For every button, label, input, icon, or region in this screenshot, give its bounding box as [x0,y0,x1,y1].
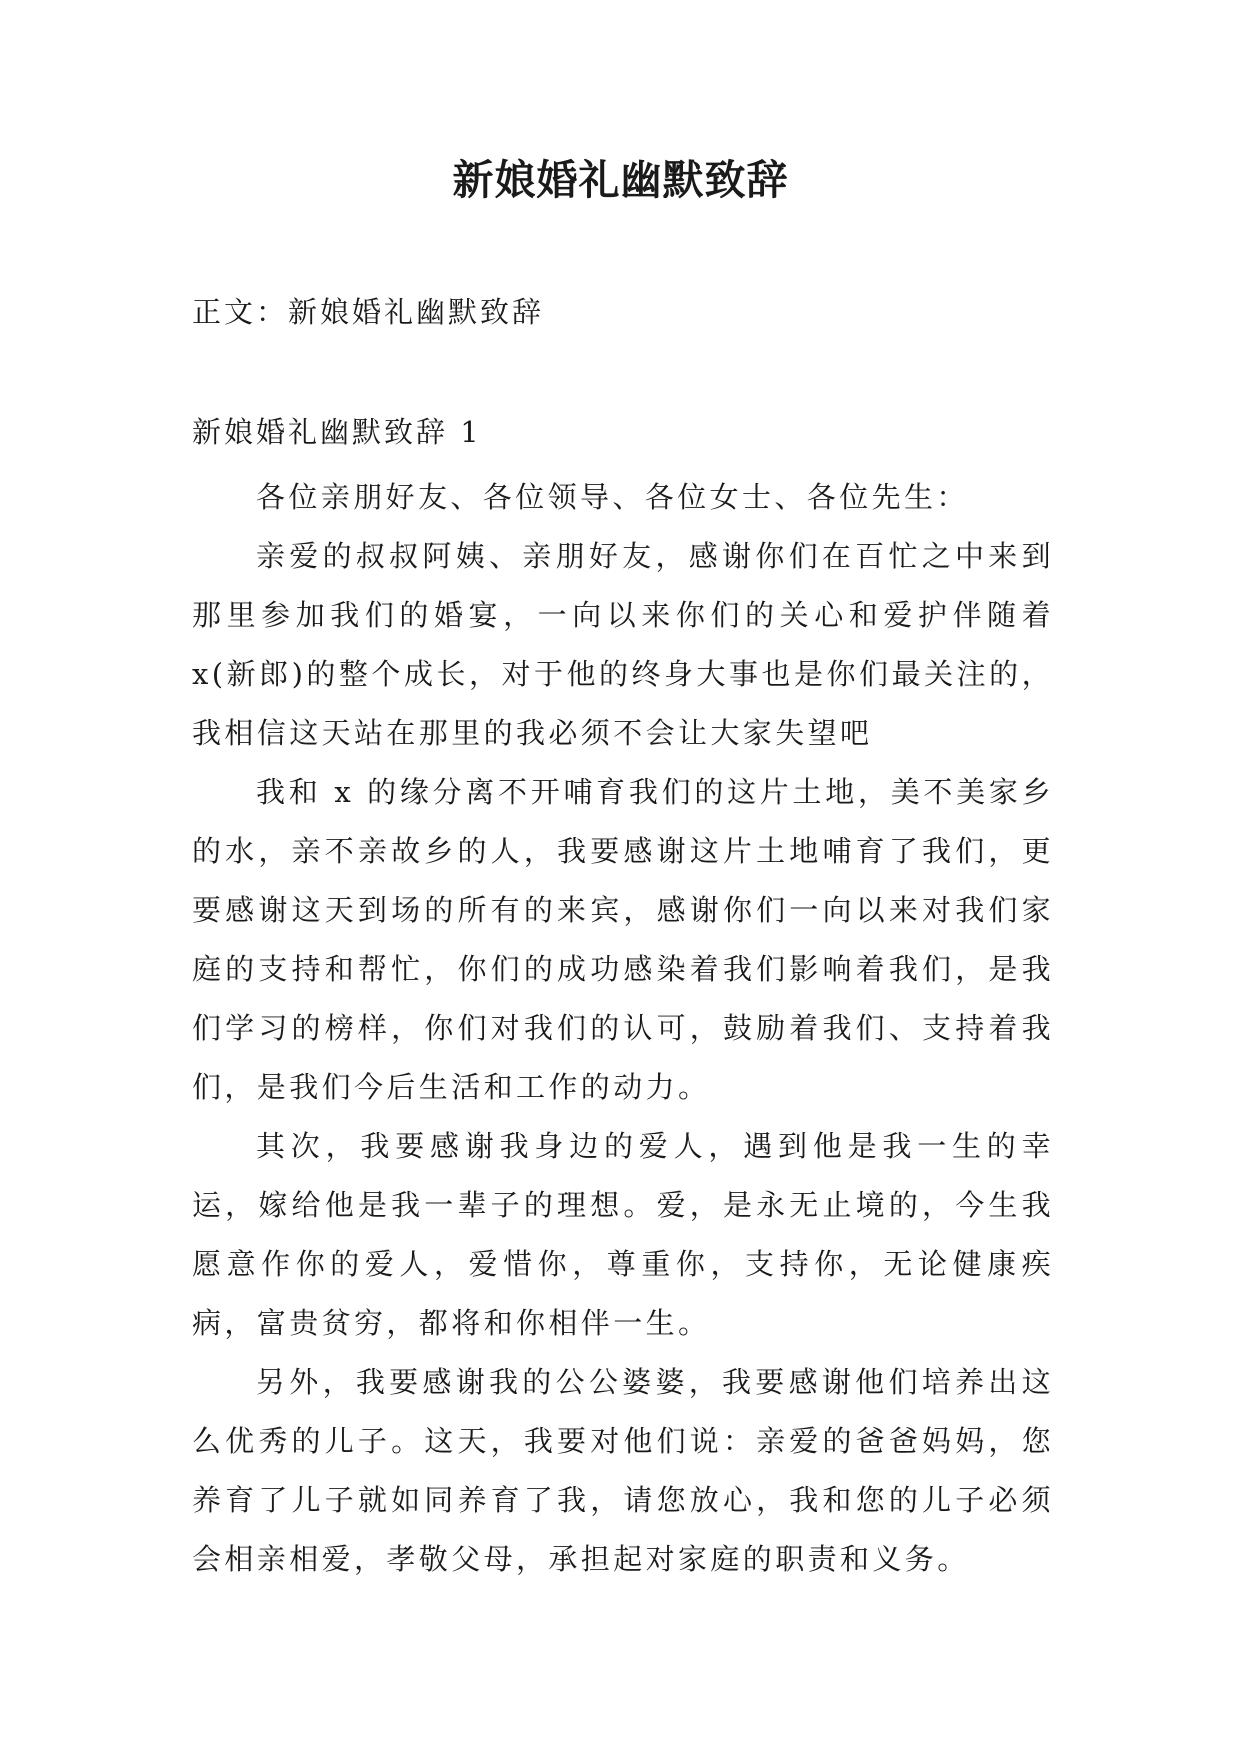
paragraph: 其次，我要感谢我身边的爱人，遇到他是我一生的幸运，嫁给他是我一辈子的理想。爱，是永无止境的，今生我愿意作你的爱人，爱惜你，尊重你，支持你，无论健康疾病，富贵贫穷，都将和你相伴一生。 [192,1129,1054,1340]
paragraph: 亲爱的叔叔阿姨、亲朋好友，感谢你们在百忙之中来到那里参加我们的婚宴，一向以来你们的关心和爱护伴随着x(新郎)的整个成长，对于他的终身大事也是你们最关注的，我相信这天站在那里的我必须不会让大家失望吧 [192,539,1054,750]
body-label: 正文：新娘婚礼幽默致辞 [192,295,545,329]
paragraph-greeting: 各位亲朋好友、各位领导、各位女士、各位先生： [256,480,969,514]
document-title: 新娘婚礼幽默致辞 [452,156,789,204]
section-heading: 新娘婚礼幽默致辞 1 [192,415,482,449]
paragraph: 另外，我要感谢我的公公婆婆，我要感谢他们培养出这么优秀的儿子。这天，我要对他们说：亲爱的爸爸妈妈，您养育了儿子就如同养育了我，请您放心，我和您的儿子必须会相亲相爱，孝敬父母，承担起对家庭的职责和义务。 [192,1365,1054,1576]
speech-body [192,468,1054,1589]
paragraph: 我和 x 的缘分离不开哺育我们的这片土地，美不美家乡的水，亲不亲故乡的人，我要感谢这片土地哺育了我们，更要感谢这天到场的所有的来宾，感谢你们一向以来对我们家庭的支持和帮忙，你们的成功感染着我们影响着我们，是我们学习的榜样，你们对我们的认可，鼓励着我们、支持着我们，是我们今后生活和工作的动力。 [192,775,1054,1104]
